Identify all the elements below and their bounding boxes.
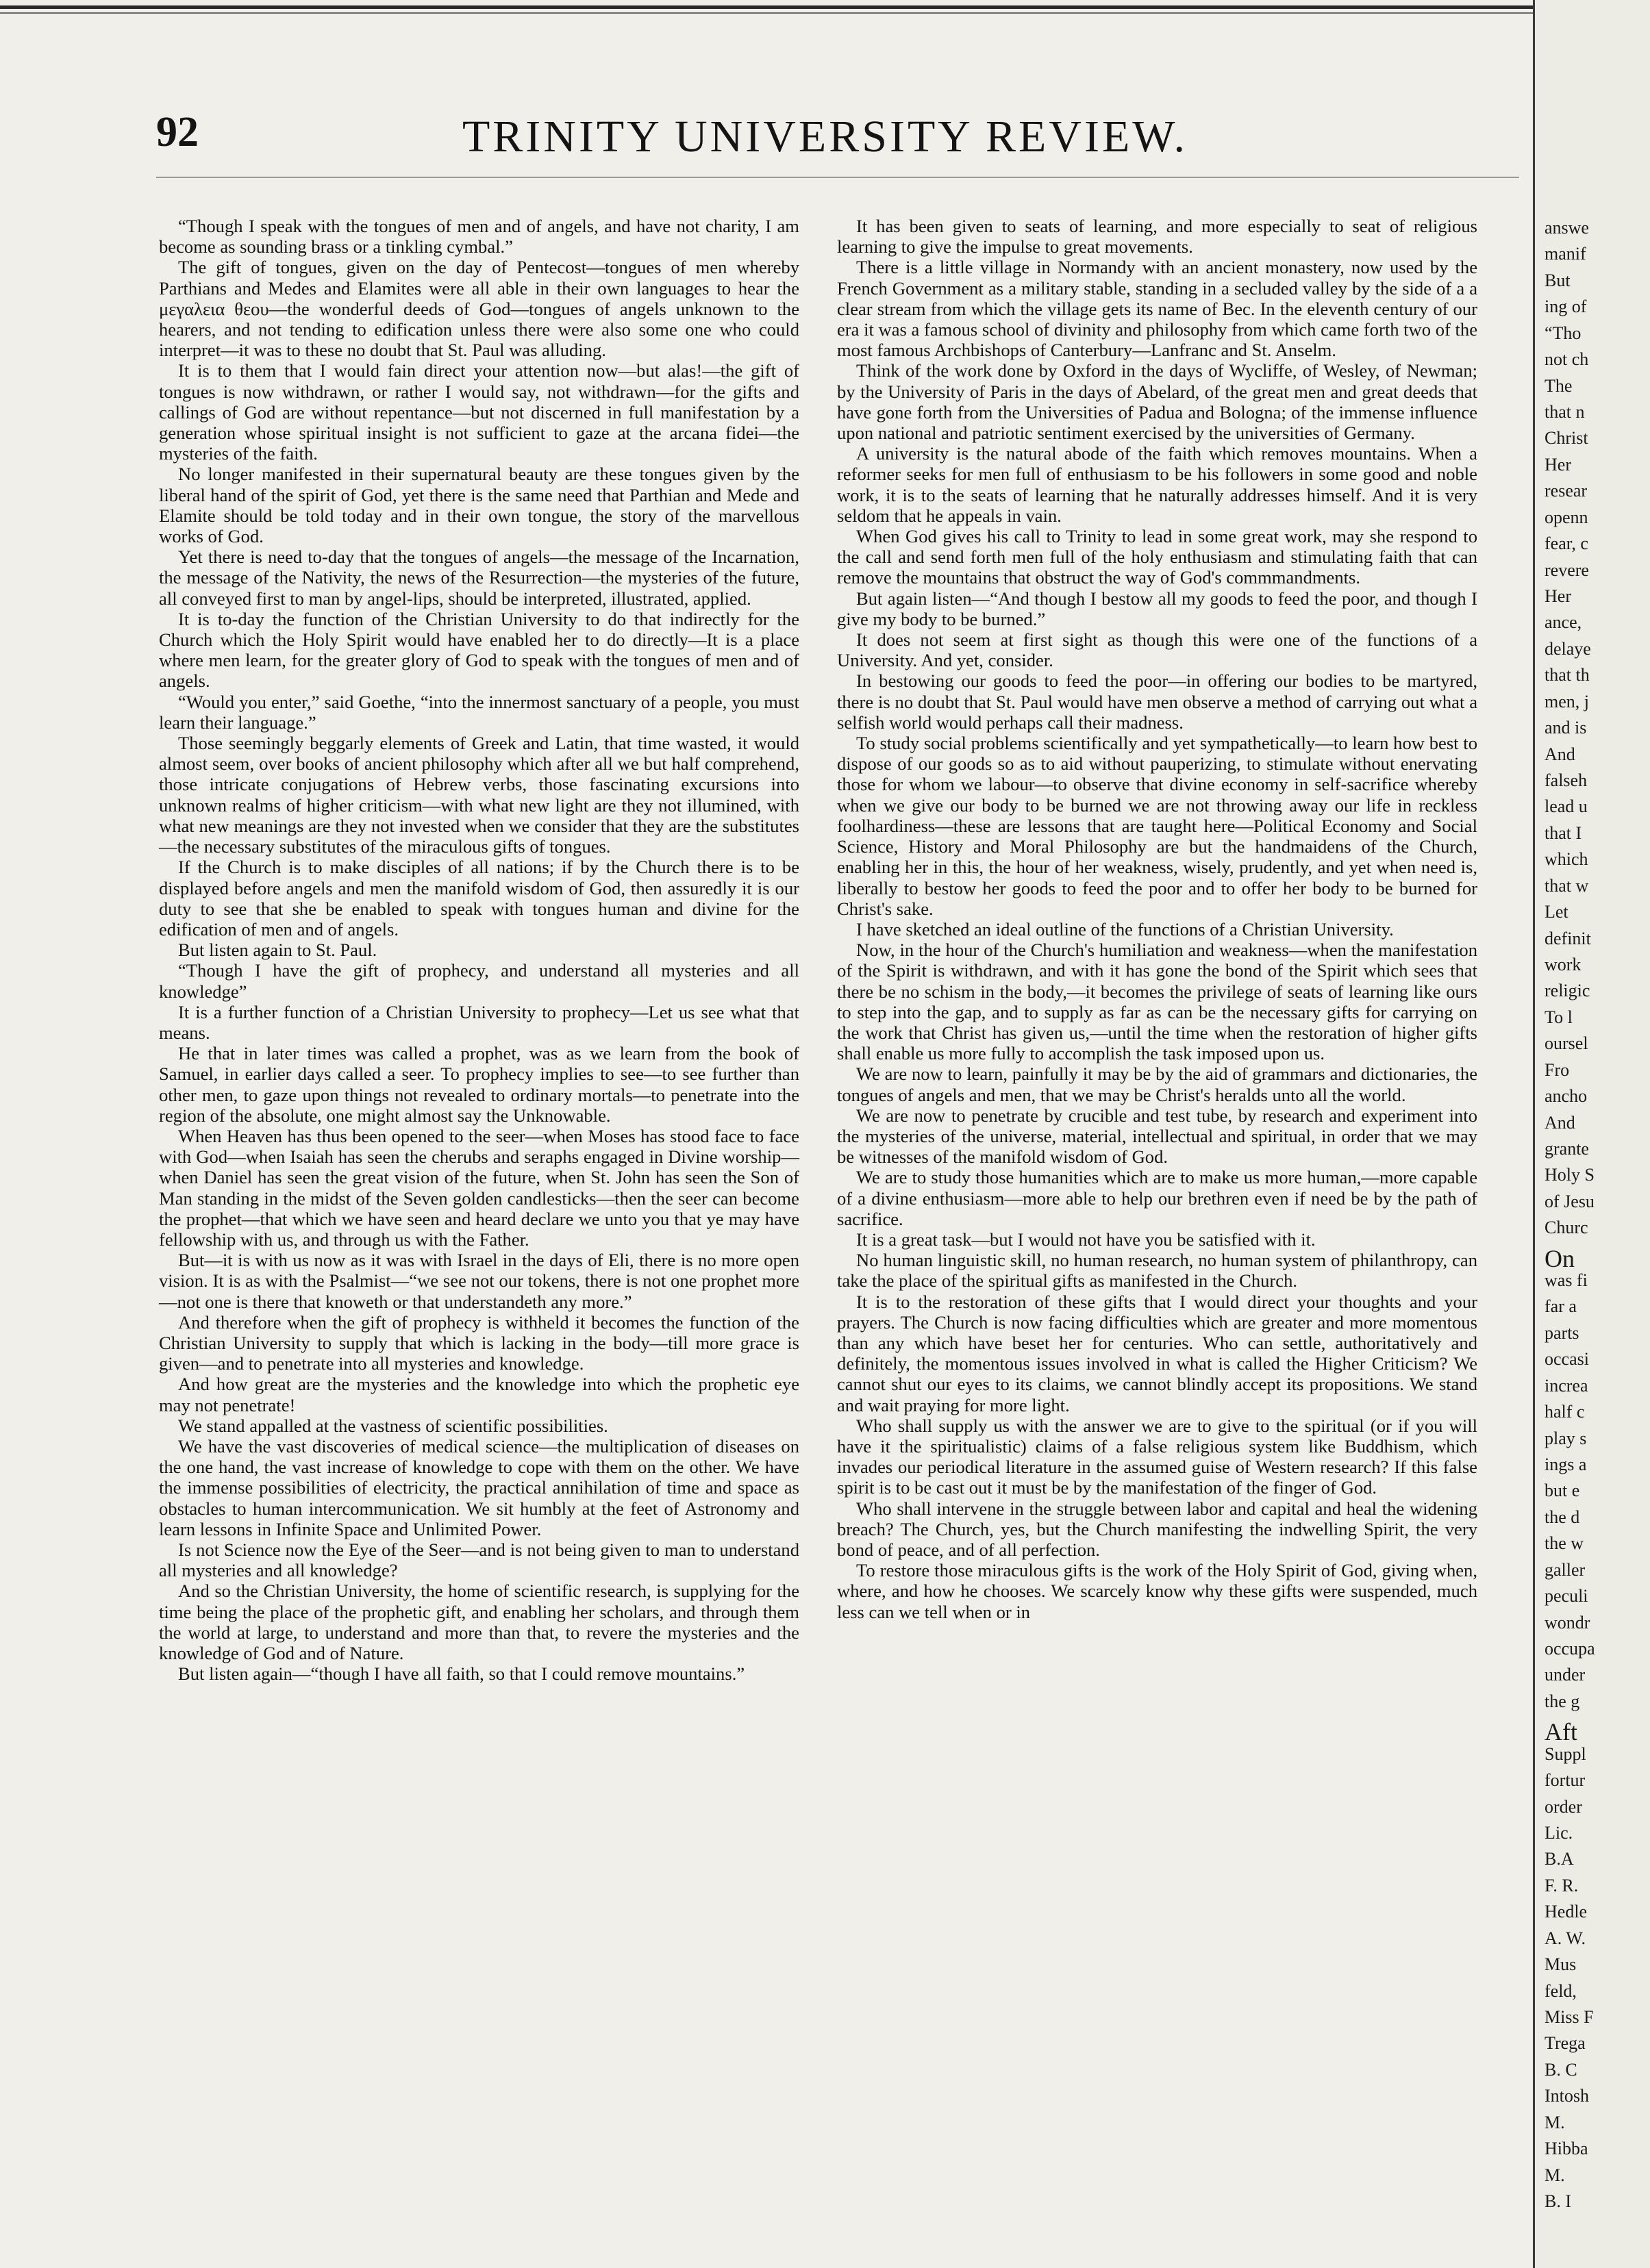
adjacent-page-fragment: half c [1545, 1402, 1585, 1422]
adjacent-page-fragment: religic [1545, 981, 1590, 1000]
paragraph: Who shall supply us with the answer we are to give to the spiritual (or if you will have it the spiritualistic) claims of a false religious system like Buddhism, which invades our periodical literature in the assumed guise of Western research? If this false spirit is to be cast out it must be by the manifestation of the finger of God. [837, 1415, 1477, 1498]
adjacent-page-fragment: not ch [1545, 349, 1589, 369]
adjacent-page-fragment: ancho [1545, 1086, 1588, 1106]
paragraph: If the Church is to make disciples of all nations; if by the Church there is to be displayed before angels and men the manifold wisdom of God, then assuredly it is our duty to see that she be enabled to speak with tongues human and divine for the edification of men and of angels. [159, 857, 799, 940]
adjacent-page-fragment: Churc [1545, 1218, 1588, 1237]
adjacent-page-fragment: “Tho [1545, 323, 1582, 343]
adjacent-page-fragment: revere [1545, 560, 1589, 580]
adjacent-page-fragment: fear, c [1545, 533, 1588, 553]
adjacent-page-fragment: resear [1545, 481, 1588, 501]
adjacent-page-fragment: under [1545, 1665, 1586, 1685]
paragraph: It is a great task—but I would not have you be satisfied with it. [856, 1228, 1316, 1250]
adjacent-page-fragment: And [1545, 1113, 1575, 1133]
paragraph: And therefore when the gift of prophecy is withheld it becomes the function of the Christian University to supply that which is lacking in the body—till more grace is given—and to penetrate into all mysteries and knowledge. [159, 1311, 799, 1374]
paragraph: We have the vast discoveries of medical science—the multiplication of diseases on the one hand, the vast increase of knowledge to cope with them on the other. We have the immense possibilities of electricity, the practical annihilation of time and space as obstacles to human intercommunication. We sit humbly at the feet of Astronomy and learn lessons in Infinite Space and Unlimited Power. [159, 1435, 799, 1539]
paragraph: When God gives his call to Trinity to lead in some great work, may she respond to the call and send forth men full of the holy enthusiasm and stimulating faith that can remove the mountains that obstruct the way of God's commmandments. [837, 526, 1477, 588]
adjacent-page-fragment: Christ [1545, 428, 1588, 448]
adjacent-page-fragment: But [1545, 270, 1571, 290]
adjacent-page-edge [1533, 0, 1650, 2268]
paragraph: “Would you enter,” said Goethe, “into the innermost sanctuary of a people, you must learn their language.” [159, 691, 799, 733]
adjacent-page-fragment: occupa [1545, 1639, 1595, 1659]
paragraph: Who shall intervene in the struggle between labor and capital and heal the widening breach? The Church, yes, but the Church manifesting the indwelling Spirit, the very bond of peace, and of all perfection. [837, 1498, 1477, 1560]
adjacent-page-fragment: B. I [1545, 2191, 1571, 2211]
top-border-rule [0, 5, 1650, 9]
adjacent-page-fragment: B. C [1545, 2060, 1577, 2080]
paragraph: Those seemingly beggarly elements of Greek and Latin, that time wasted, it would almost seem, over books of ancient philosophy which after all we but half comprehend, those intricate conjugations of Hebrew verbs, those fascinating excursions into unknown realms of higher criticism—with what new light are they not illumined, with what new meanings are they not invested when we consider that they are the substitutes—the necessary substitutes of the miraculous gifts of tongues. [159, 733, 799, 857]
paragraph: Now, in the hour of the Church's humiliation and weakness—when the manifestation of the Spirit is withdrawn, and with it has gone the bond of the Spirit which sees that there be no schism in the body,—it becomes the privilege of seats of learning like ours to step into the gap, and to supply as far as can be the necessary gifts for carrying on the work that Christ has given us,—until the time when the restoration of higher gifts shall enable us more fully to accomplish the task imposed upon us. [837, 940, 1477, 1064]
adjacent-page-fragment: manif [1545, 244, 1586, 264]
adjacent-page-fragment: delaye [1545, 639, 1591, 659]
adjacent-page-fragment: parts [1545, 1323, 1579, 1343]
adjacent-page-fragment: wondr [1545, 1613, 1590, 1633]
adjacent-page-fragment: ing of [1545, 297, 1587, 316]
paragraph: But—it is with us now as it was with Israel in the days of Eli, there is no more open vision. It is as with the Psalmist—“we see not our tokens, there is not one prophet more—not one is there that knoweth or that understandeth any more.” [159, 1250, 799, 1312]
adjacent-page-fragment: M. [1545, 2165, 1565, 2185]
paragraph: It is to the restoration of these gifts that I would direct your thoughts and your prayers. The Church is now facing difficulties which are greater and more momentous than any which have beset her for centuries. Who can settle, authoritatively and definitely, the momentous issues involved in what is called the Higher Criticism? We cannot shut our eyes to its claims, we cannot blindly accept its propositions. We stand and wait praying for more light. [837, 1291, 1477, 1415]
adjacent-page-fragment: Aft [1545, 1718, 1577, 1746]
adjacent-page-fragment: And [1545, 744, 1575, 764]
adjacent-page-fragment: M. [1545, 2113, 1565, 2132]
adjacent-page-fragment: falseh [1545, 770, 1588, 790]
adjacent-page-fragment: Trega [1545, 2033, 1586, 2053]
adjacent-page-fragment: occasi [1545, 1349, 1589, 1369]
paragraph: We stand appalled at the vastness of scientific possibilities. [178, 1415, 608, 1436]
adjacent-page-fragment: order [1545, 1797, 1582, 1817]
adjacent-page-fragment: F. R. [1545, 1876, 1579, 1895]
paragraph: Think of the work done by Oxford in the days of Wycliffe, of Wesley, of Newman; by the University of Paris in the days of Abelard, of the great men and great deeds that have gone forth from the Universities of Padua and Bologna; of the immense influence upon national and patriotic sentiment exercised by the universities of Germany. [837, 360, 1477, 444]
paragraph: A university is the natural abode of the faith which removes mountains. When a reformer seeks for men full of enthusiasm to be his followers in some good and noble work, it is to the seats of learning that he naturally addresses himself. And it is very seldom that he appeals in vain. [837, 443, 1477, 526]
paragraph: It does not seem at first sight as though this were one of the functions of a University. And yet, consider. [837, 629, 1477, 671]
adjacent-page-fragment: On [1545, 1245, 1575, 1272]
adjacent-page-fragment: definit [1545, 929, 1591, 948]
paragraph: There is a little village in Normandy with an ancient monastery, now used by the French Government as a military stable, standing in a secluded valley by the side of a a clear stream from which the village gets its name of Bec. In the eleventh century of our era it was a famous school of divinity and philosophy from which came forth two of the most famous Archbishops of Canterbury—Lanfranc and St. Anselm. [837, 257, 1478, 361]
paragraph: It is a further function of a Christian University to prophecy—Let us see what that means. [159, 1001, 799, 1043]
paragraph: I have sketched an ideal outline of the functions of a Christian University. [856, 918, 1394, 940]
adjacent-page-fragment: that I [1545, 823, 1582, 843]
paragraph: But again listen—“And though I bestow all my goods to feed the poor, and though I give my body to be burned.” [837, 588, 1477, 629]
paragraph: We are to study those humanities which are to make us more human,—more capable of a divine enthusiasm—more able to help our brethren even if need be by the path of sacrifice. [837, 1167, 1477, 1229]
adjacent-page-fragment: feld, [1545, 1981, 1577, 2001]
adjacent-page-fragment: answe [1545, 218, 1589, 238]
adjacent-page-fragment: galler [1545, 1560, 1586, 1580]
left-text-column [159, 216, 799, 1684]
page-title: TRINITY UNIVERSITY REVIEW. [462, 112, 1188, 162]
paragraph: To restore those miraculous gifts is the work of the Holy Spirit of God, giving when, where, and how he chooses. We scarcely know why these gifts were suspended, much less can we tell when or in [837, 1560, 1477, 1622]
adjacent-page-fragment: Lic. [1545, 1823, 1573, 1843]
paragraph: No longer manifested in their supernatural beauty are these tongues given by the liberal hand of the spirit of God, yet there is the same need that Parthian and Mede and Elamite should be told today and in their own tongue, the story of the marvellous works of God. [159, 464, 799, 547]
adjacent-page-fragment: ance, [1545, 612, 1582, 632]
adjacent-page-fragment: Her [1545, 455, 1571, 475]
paragraph: We are now to penetrate by crucible and test tube, by research and experiment into the mysteries of the universe, material, intellectual and spiritual, in order that we may be witnesses of the manifold wisdom of God. [837, 1105, 1477, 1168]
paragraph: Is not Science now the Eye of the Seer—and is not being given to man to understand all mysteries and all knowledge? [159, 1539, 799, 1581]
right-text-column [837, 216, 1477, 1622]
paragraph: In bestowing our goods to feed the poor—in offering our bodies to be martyred, there is no doubt that St. Paul would have men observe a method of carrying out what a selfish world would perhaps call their madness. [837, 670, 1477, 733]
adjacent-page-fragment: Fro [1545, 1060, 1570, 1080]
paragraph: But listen again—“though I have all faith, so that I could remove mountains.” [178, 1663, 745, 1685]
adjacent-page-fragment: lead u [1545, 796, 1588, 816]
adjacent-page-fragment: Hedle [1545, 1902, 1588, 1922]
paragraph: When Heaven has thus been opened to the seer—when Moses has stood face to face with God—when Isaiah has seen the cherubs and seraphs engaged in Divine worship—when Daniel has seen the great vision of the future, when St. John has seen the Son of Man standing in the midst of the Seven golden candlesticks—then the seer can become the prophet—that which we have seen and heard declare we unto you that ye may have fellowship with us, and through us with the Father. [159, 1125, 799, 1250]
adjacent-page-fragment: grante [1545, 1139, 1589, 1159]
paragraph: It has been given to seats of learning, and more especially to seat of religious learning to give the impulse to great movements. [837, 216, 1477, 257]
adjacent-page-fragment: ings a [1545, 1454, 1587, 1474]
paragraph: It is to-day the function of the Christian University to do that indirectly for the Church which the Holy Spirit would have enabled her to do directly—It is a place where men learn, for the greater glory of God to speak with the tongues of men and of angels. [159, 608, 799, 692]
adjacent-page-fragment: openn [1545, 507, 1588, 527]
adjacent-page-fragment: far a [1545, 1296, 1577, 1316]
adjacent-page-fragment: and is [1545, 718, 1587, 738]
paragraph: “Though I have the gift of prophecy, and understand all mysteries and all knowledge” [159, 960, 799, 1002]
paragraph: “Though I speak with the tongues of men and of angels, and have not charity, I am become as sounding brass or a tinkling cymbal.” [159, 216, 799, 257]
paragraph: We are now to learn, painfully it may be by the aid of grammars and dictionaries, the tongues of angels and men, that we may be Christ's heralds unto all the world. [837, 1063, 1477, 1105]
adjacent-page-fragment: Miss F [1545, 2007, 1594, 2027]
adjacent-page-fragment: play s [1545, 1428, 1587, 1448]
paragraph: To study social problems scientifically and yet sympathetically—to learn how best to dispose of our goods so as to aid without pauperizing, to stimulate without enervating those for whom we labour—to observe that divine economy in self-sacrifice whereby when we give our body to be burned we are not throwing away our life in reckless foolhardiness—these are lessons that are taught here—Political Economy and Social Science, History and Moral Philosophy are but the handmaidens of the Church, enabling her in this, the hour of her weakness, wisely, prudently, and yet when need is, liberally to bestow her goods to feed the poor and to offer her body to be burned for Christ's sake. [837, 733, 1477, 919]
adjacent-page-fragment: the w [1545, 1533, 1584, 1553]
adjacent-page-fragment: The [1545, 376, 1573, 396]
adjacent-page-fragment: Holy S [1545, 1165, 1595, 1185]
paragraph: It is to them that I would fain direct your attention now—but alas!—the gift of tongues is now withdrawn, or rather I would say, not withdrawn—for the gifts and callings of God are without repentance—but not discerned in full manifestation by a generation whose spiritual insight is not sufficient to gaze at the arcana fidei—the mysteries of the faith. [159, 360, 799, 464]
adjacent-page-fragment: that n [1545, 402, 1585, 422]
adjacent-page-fragment: oursel [1545, 1033, 1588, 1053]
paragraph: And so the Christian University, the home of scientific research, is supplying for the time being the place of the prophetic gift, and enabling her scholars, and through them the world at large, to understand and more than that, to revere the mysteries and the knowledge of God and of Nature. [159, 1580, 799, 1664]
adjacent-page-fragment: To l [1545, 1007, 1573, 1027]
header-rule [156, 177, 1519, 178]
adjacent-page-fragment: Hibba [1545, 2139, 1588, 2158]
adjacent-page-fragment: Suppl [1545, 1744, 1586, 1764]
adjacent-page-fragment: increa [1545, 1376, 1588, 1396]
adjacent-page-fragment: B.A [1545, 1849, 1574, 1869]
paragraph: Yet there is need to-day that the tongues of angels—the message of the Incarnation, the message of the Nativity, the news of the Resurrection—the mysteries of the future, all conveyed first to man by angel-lips, should be interpreted, illustrated, applied. [159, 546, 799, 609]
adjacent-page-fragment: the d [1545, 1507, 1580, 1527]
paragraph: And how great are the mysteries and the knowledge into which the prophetic eye may not penetrate! [159, 1374, 799, 1415]
adjacent-page-fragment: Her [1545, 586, 1571, 606]
top-border-rule-thin [0, 12, 1650, 14]
adjacent-page-fragment: work [1545, 955, 1582, 974]
adjacent-page-fragment: that th [1545, 665, 1590, 685]
page-number: 92 [156, 109, 199, 155]
adjacent-page-fragment: which [1545, 849, 1588, 869]
adjacent-page-fragment: was fi [1545, 1270, 1588, 1290]
adjacent-page-fragment: the g [1545, 1691, 1580, 1711]
adjacent-page-fragment: peculi [1545, 1586, 1588, 1606]
paragraph: He that in later times was called a prophet, was as we learn from the book of Samuel, in earlier days called a seer. To prophecy implies to see—to see further than other men, to gaze upon things not revealed to ordinary mortals—to penetrate into the region of the absolute, one might almost say the Unknowable. [159, 1043, 799, 1126]
paragraph: No human linguistic skill, no human research, no human system of philanthropy, can take the place of the spiritual gifts as manifested in the Church. [837, 1250, 1477, 1292]
paragraph: But listen again to St. Paul. [178, 940, 377, 961]
adjacent-page-fragment: fortur [1545, 1770, 1586, 1790]
adjacent-page-fragment: A. W. [1545, 1928, 1586, 1948]
adjacent-page-fragment: Mus [1545, 1954, 1577, 1974]
adjacent-page-fragment: Intosh [1545, 2086, 1589, 2106]
adjacent-page-fragment: that w [1545, 876, 1589, 896]
adjacent-page-fragment: of Jesu [1545, 1192, 1595, 1211]
adjacent-page-fragment: but e [1545, 1480, 1580, 1500]
adjacent-page-fragment: Let [1545, 902, 1568, 922]
paragraph: The gift of tongues, given on the day of Pentecost—tongues of men whereby Parthians and Medes and Elamites were all able in their own languages to hear the μεγαλεια θεου—the wonderful deeds of God—tongues of angels unknown to the hearers, and not tending to edification unless there were also some one who could interpret—it was to these no doubt that St. Paul was alluding. [159, 257, 799, 361]
adjacent-page-fragment: men, j [1545, 692, 1589, 711]
